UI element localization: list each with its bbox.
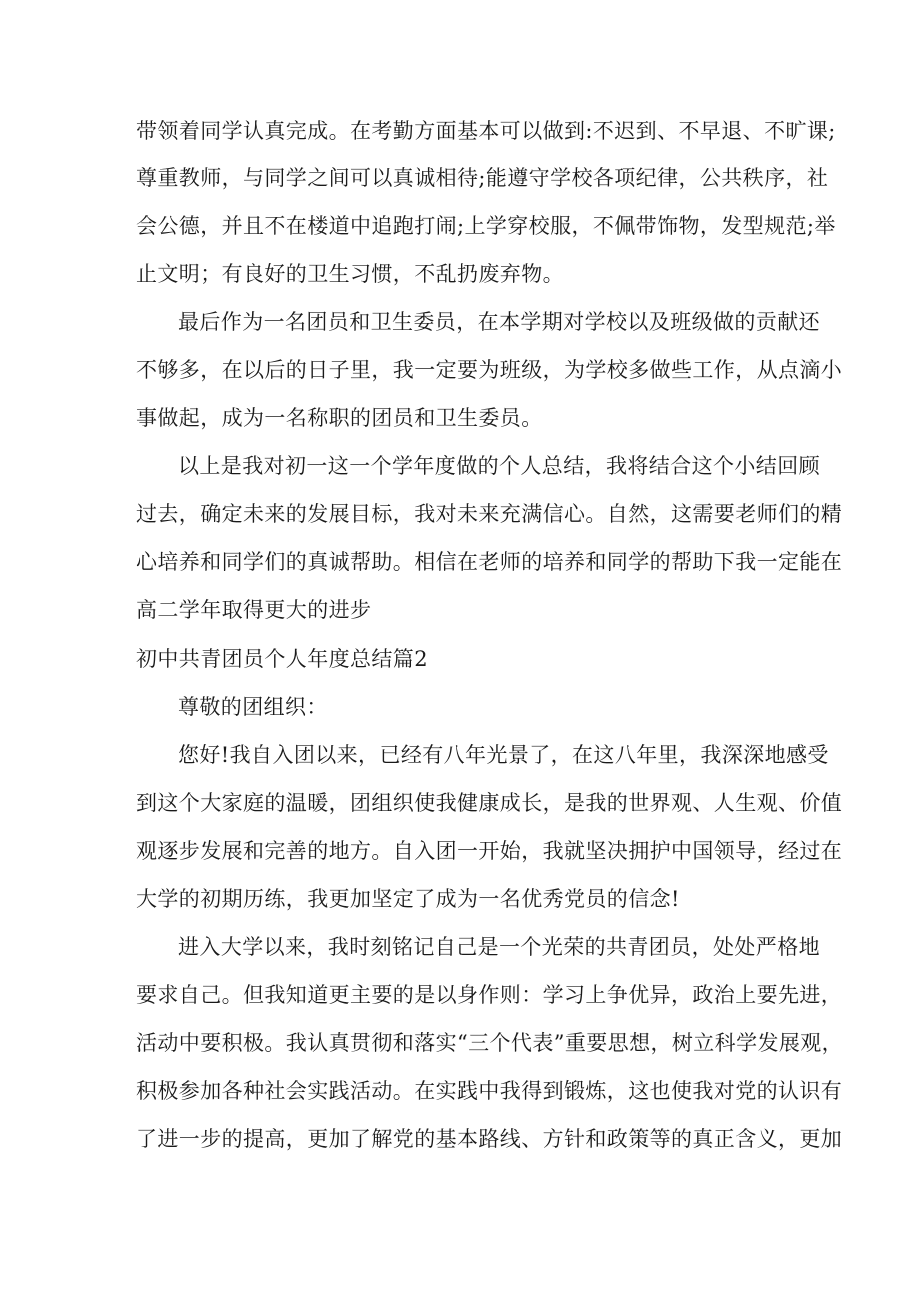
text-line: 不够多，在以后的日子里，我一定要为班级，为学校多做些工作，从点滴小 <box>136 358 843 382</box>
text-line: 会公德，并且不在楼道中追跑打闹;上学穿校服，不佩带饰物，发型规范;举 <box>136 214 836 238</box>
text-line: 最后作为一名团员和卫生委员，在本学期对学校以及班级做的贡献还 <box>178 310 820 334</box>
text-line: 到这个大家庭的温暖，团组织使我健康成长，是我的世界观、人生观、价值 <box>136 791 843 815</box>
text-line: 了进一步的提高，更加了解党的基本路线、方针和政策等的真正含义，更加 <box>136 1127 843 1151</box>
text-line: 大学的初期历练，我更加坚定了成为一名优秀党员的信念! <box>136 887 680 911</box>
text-line: 积极参加各种社会实践活动。在实践中我得到锻炼，这也使我对党的认识有 <box>136 1079 843 1103</box>
text-line: 观逐步发展和完善的地方。自入团一开始，我就坚决拥护中国领导，经过在 <box>136 839 843 863</box>
text-line: 过去，确定未来的发展目标，我对未来充满信心。自然，这需要老师们的精 <box>136 502 843 526</box>
text-line: 事做起，成为一名称职的团员和卫生委员。 <box>136 406 543 430</box>
text-line: 带领着同学认真完成。在考勤方面基本可以做到:不迟到、不早退、不旷课; <box>136 119 836 143</box>
salutation: 尊敬的团组织： <box>178 695 328 719</box>
text-line: 止文明；有良好的卫生习惯，不乱扔废弃物。 <box>136 262 564 286</box>
text-line: 以上是我对初一这一个学年度做的个人总结，我将结合这个小结回顾 <box>178 454 820 478</box>
text-line: 要求自己。但我知道更主要的是以身作则：学习上争优异，政治上要先进， <box>136 983 843 1007</box>
text-line: 尊重教师，与同学之间可以真诚相待;能遵守学校各项纪律，公共秩序，社 <box>136 166 829 190</box>
text-line: 高二学年取得更大的进步 <box>136 598 372 622</box>
text-line: 心培养和同学们的真诚帮助。相信在老师的培养和同学的帮助下我一定能在 <box>136 550 843 574</box>
section-heading: 初中共青团员个人年度总结篇2 <box>136 647 428 671</box>
text-line: 活动中要积极。我认真贯彻和落实“三个代表”重要思想，树立科学发展观， <box>136 1031 844 1055</box>
text-line: 您好!我自入团以来，已经有八年光景了，在这八年里，我深深地感受 <box>178 743 829 767</box>
text-line: 进入大学以来，我时刻铭记自己是一个光荣的共青团员，处处严格地 <box>178 935 820 959</box>
